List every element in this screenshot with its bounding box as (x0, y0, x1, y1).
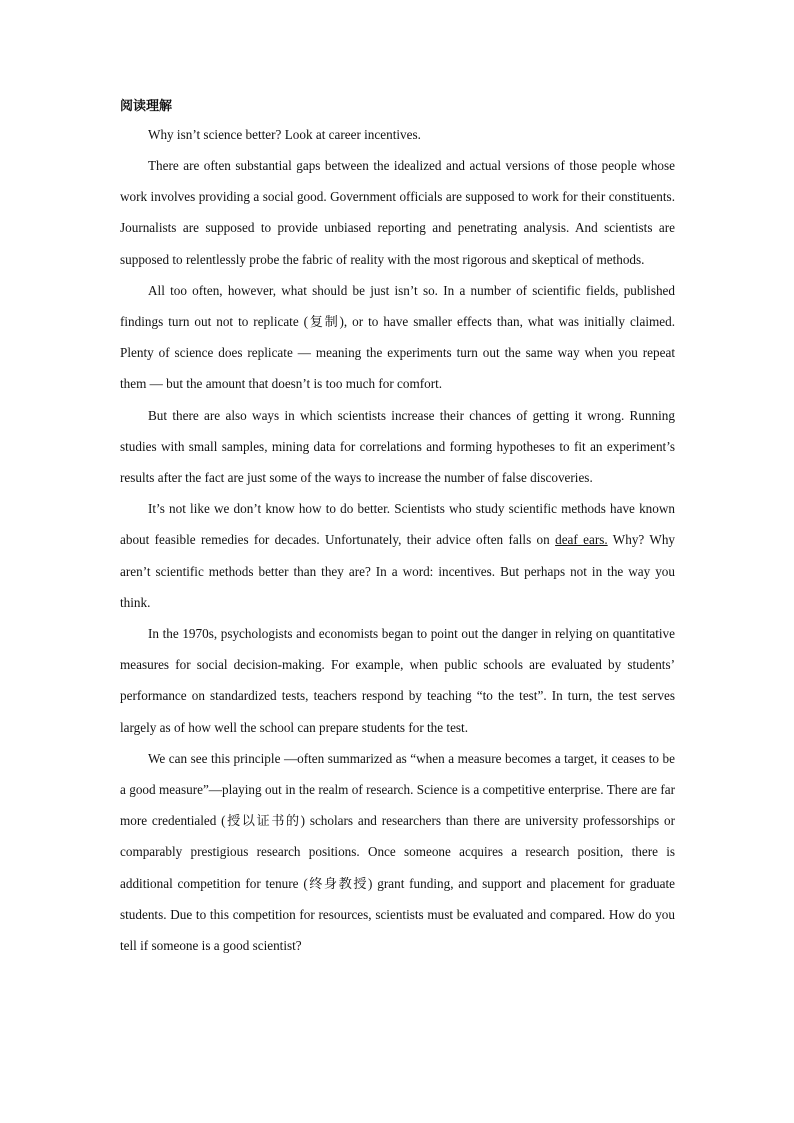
paragraph-6: We can see this principle —often summarized as “when a measure becomes a target, it ceases to be a good measure”—playing out in the realm of research. Science is a competitive enterprise. There are far more credentialed (授以证书的) scholars and researchers than there are university professorships or comparably prestigious research positions. Once someone acquires a research position, there is additional competition for tenure (终身教授) grant funding, and support and placement for graduate students. Due to this competition for resources, scientists must be evaluated and compared. How do you tell if someone is a good scientist? (120, 750, 675, 954)
paragraph-4 (120, 493, 675, 618)
paragraph-4-before: It’s not like we don’t know how to do better. Scientists who study scientific methods have known about feasible remedies for decades. Unfortunately, their advice often falls on (120, 501, 675, 548)
section-heading: 阅读理解 (120, 99, 173, 114)
paragraph-1: There are often substantial gaps between the idealized and actual versions of those people whose work involves providing a social good. Government officials are supposed to work for their constituents. Journalists are supposed to provide unbiased reporting and penetrating analysis. And scientists are supposed to relentlessly probe the fabric of reality with the most rigorous and skeptical of methods. (120, 158, 675, 267)
paragraph-4-after: Why? Why aren’t scientific methods better than they are? In a word: incentives. But perhaps not in the way you think. (120, 532, 676, 610)
underlined-phrase-deaf-ears: deaf ears. (555, 532, 608, 548)
paragraph-2: All too often, however, what should be just isn’t so. In a number of scientific fields, published findings turn out not to replicate (复制), or to have smaller effects than, what was initially claimed. Plenty of science does replicate — meaning the experiments turn out the same way when you repeat them — but the amount that doesn’t is too much for comfort. (120, 282, 675, 392)
article-title: Why isn’t science better? Look at career incentives. (148, 127, 421, 142)
document-page (120, 95, 675, 961)
paragraph-5: In the 1970s, psychologists and economists began to point out the danger in relying on quantitative measures for social decision-making. For example, when public schools are evaluated by students’ performance on standardized tests, teachers respond by teaching “to the test”. In turn, the test serves largely as of how well the school can prepare students for the test. (120, 626, 675, 735)
paragraph-3: But there are also ways in which scientists increase their chances of getting it wrong. Running studies with small samples, mining data for correlations and forming hypotheses to fit an experiment’s results after the fact are just some of the ways to increase the number of false discoveries. (120, 407, 675, 486)
